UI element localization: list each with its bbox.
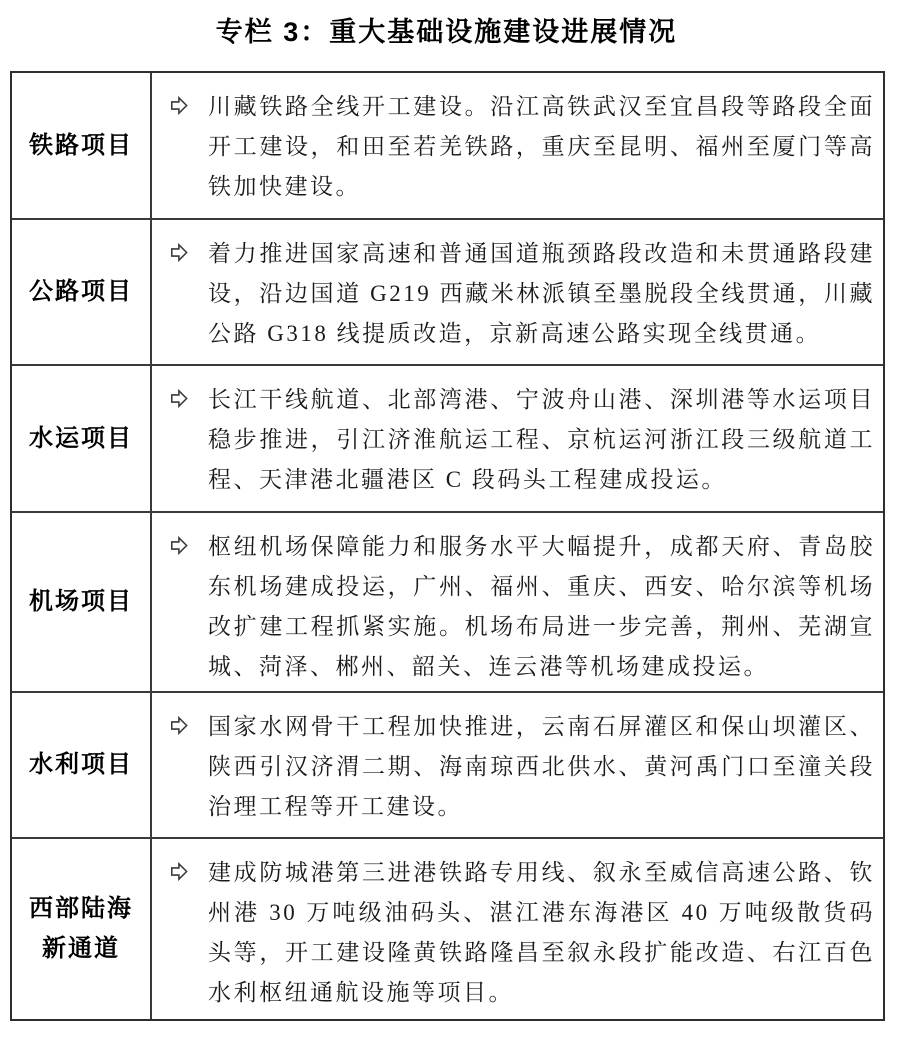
right-white-arrow-icon bbox=[170, 380, 208, 408]
row-text: 国家水网骨干工程加快推进，云南石屏灌区和保山坝灌区、陕西引汉济渭二期、海南琼西北供水、黄河禹门口至潼关段治理工程等开工建设。 bbox=[208, 714, 875, 819]
row-content bbox=[152, 693, 883, 837]
right-white-arrow-icon bbox=[170, 234, 208, 262]
table-row bbox=[12, 513, 883, 693]
row-text: 着力推进国家高速和普通国道瓶颈路段改造和未贯通路段建设，沿边国道 G219 西藏米林派镇至墨脱段全线贯通，川藏公路 G318 线提质改造，京新高速公路实现全线贯通。 bbox=[208, 241, 875, 346]
row-label-western-corridor: 西部陆海 新通道 bbox=[12, 839, 152, 1019]
row-content bbox=[152, 73, 883, 218]
page-title: 专栏 3：重大基础设施建设进展情况 bbox=[215, 17, 678, 47]
right-white-arrow-icon bbox=[170, 707, 208, 735]
table-row bbox=[12, 366, 883, 513]
row-label-airport: 机场项目 bbox=[12, 513, 152, 691]
row-label-highway: 公路项目 bbox=[12, 220, 152, 364]
row-text: 建成防城港第三进港铁路专用线、叙永至威信高速公路、钦州港 30 万吨级油码头、湛江港东海港区 40 万吨级散货码头等，开工建设隆黄铁路隆昌至叙永段扩能改造、右江百色水利枢纽通航设施等项目。 bbox=[208, 860, 875, 1005]
table-row bbox=[12, 73, 883, 220]
infrastructure-progress-table bbox=[10, 71, 885, 1021]
right-white-arrow-icon bbox=[170, 853, 208, 881]
right-white-arrow-icon bbox=[170, 527, 208, 555]
row-content bbox=[152, 220, 883, 364]
row-content bbox=[152, 839, 883, 1019]
table-row bbox=[12, 693, 883, 839]
row-label-water-transport: 水运项目 bbox=[12, 366, 152, 511]
row-label-water-conservancy: 水利项目 bbox=[12, 693, 152, 837]
table-row bbox=[12, 220, 883, 366]
row-content bbox=[152, 513, 883, 691]
row-text: 枢纽机场保障能力和服务水平大幅提升，成都天府、青岛胶东机场建成投运，广州、福州、重庆、西安、哈尔滨等机场改扩建工程抓紧实施。机场布局进一步完善，荆州、芜湖宣城、菏泽、郴州、韶关、连云港等机场建成投运。 bbox=[208, 534, 875, 679]
row-text: 长江干线航道、北部湾港、宁波舟山港、深圳港等水运项目稳步推进，引江济淮航运工程、京杭运河浙江段三级航道工程、天津港北疆港区 C 段码头工程建成投运。 bbox=[208, 387, 875, 492]
table-row bbox=[12, 839, 883, 1019]
row-content bbox=[152, 366, 883, 511]
row-label-railway: 铁路项目 bbox=[12, 73, 152, 218]
row-text: 川藏铁路全线开工建设。沿江高铁武汉至宜昌段等路段全面开工建设，和田至若羌铁路，重庆至昆明、福州至厦门等高铁加快建设。 bbox=[208, 94, 875, 199]
right-white-arrow-icon bbox=[170, 87, 208, 115]
